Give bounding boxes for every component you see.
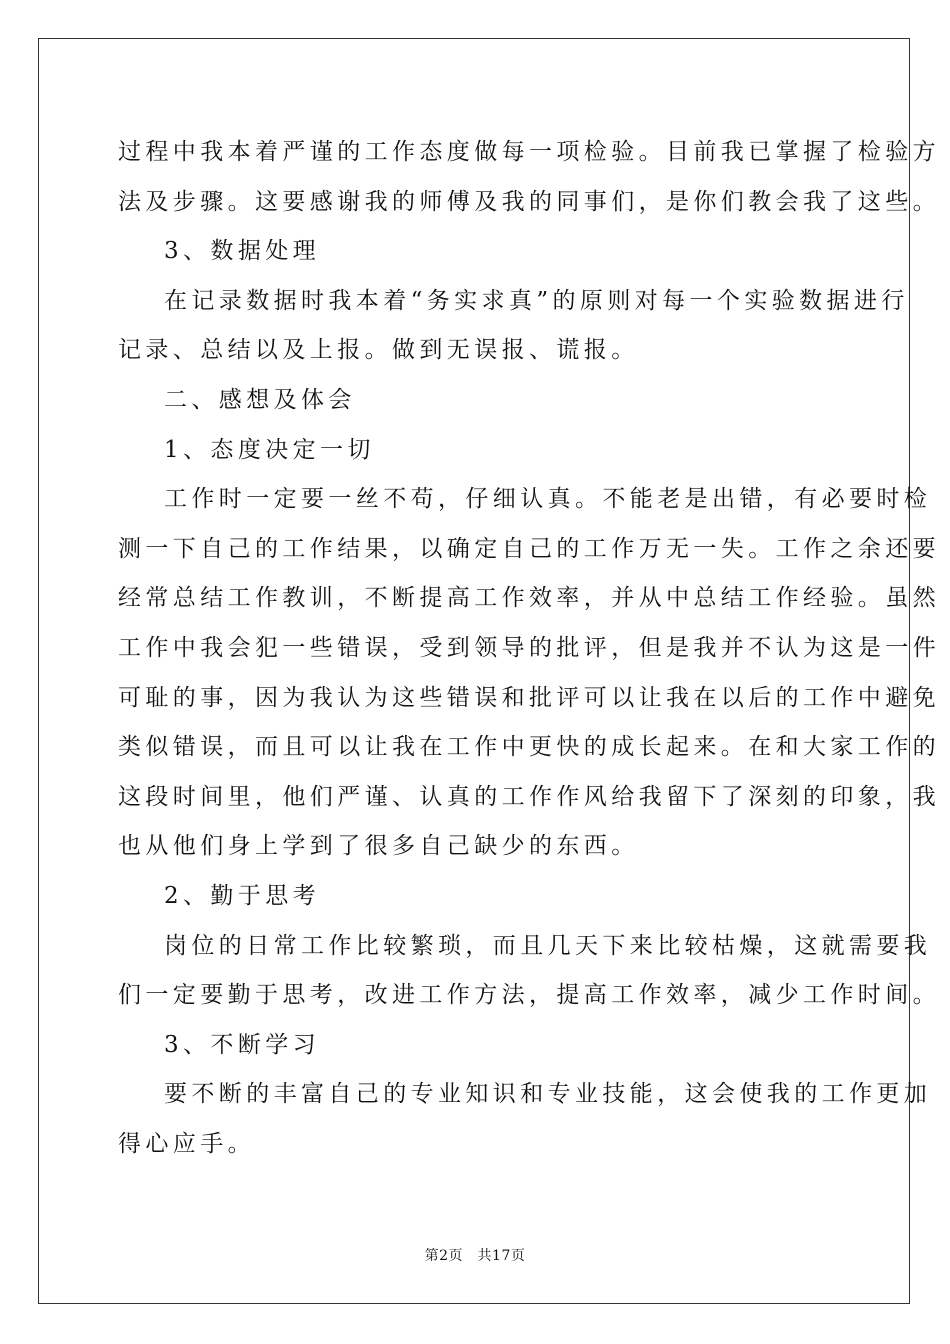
text-line: 得心应手。 bbox=[118, 1130, 255, 1157]
text-line: 工作中我会犯一些错误，受到领导的批评，但是我并不认为这是一件 bbox=[118, 634, 940, 661]
paragraph-start-line: 工作时一定要一丝不苟，仔细认真。不能老是出错，有必要时检 bbox=[164, 486, 932, 513]
text-line: 经常总结工作教训，不断提高工作效率，并从中总结工作经验。虽然 bbox=[118, 585, 940, 612]
document-body bbox=[118, 128, 940, 1169]
paragraph-start-line: 岗位的日常工作比较繁琐，而且几天下来比较枯燥，这就需要我 bbox=[164, 932, 932, 959]
text-line: 也从他们身上学到了很多自己缺少的东西。 bbox=[118, 833, 639, 860]
text-line: 法及步骤。这要感谢我的师傅及我的同事们，是你们教会我了这些。 bbox=[118, 188, 940, 215]
text-line: 类似错误，而且可以让我在工作中更快的成长起来。在和大家工作的 bbox=[118, 734, 940, 761]
page-number: 第2页 共17页 bbox=[424, 1248, 526, 1264]
section-heading: 二、感想及体会 bbox=[164, 386, 356, 413]
text-line: 可耻的事，因为我认为这些错误和批评可以让我在以后的工作中避免 bbox=[118, 684, 940, 711]
section-heading: 2、勤于思考 bbox=[164, 882, 321, 909]
text-line: 记录、总结以及上报。做到无误报、谎报。 bbox=[118, 337, 639, 364]
section-heading: 3、不断学习 bbox=[164, 1031, 321, 1058]
paragraph-start-line: 要不断的丰富自己的专业知识和专业技能，这会使我的工作更加 bbox=[164, 1081, 932, 1108]
section-heading: 3、数据处理 bbox=[164, 238, 321, 265]
text-line: 们一定要勤于思考，改进工作方法，提高工作效率，减少工作时间。 bbox=[118, 982, 940, 1009]
text-line: 测一下自己的工作结果，以确定自己的工作万无一失。工作之余还要 bbox=[118, 535, 940, 562]
paragraph-start-line: 在记录数据时我本着“务实求真”的原则对每一个实验数据进行 bbox=[164, 287, 909, 314]
text-line: 过程中我本着严谨的工作态度做每一项检验。目前我已掌握了检验方 bbox=[118, 139, 940, 165]
text-line: 这段时间里，他们严谨、认真的工作作风给我留下了深刻的印象，我 bbox=[118, 783, 940, 810]
section-heading: 1、态度决定一切 bbox=[164, 436, 375, 463]
